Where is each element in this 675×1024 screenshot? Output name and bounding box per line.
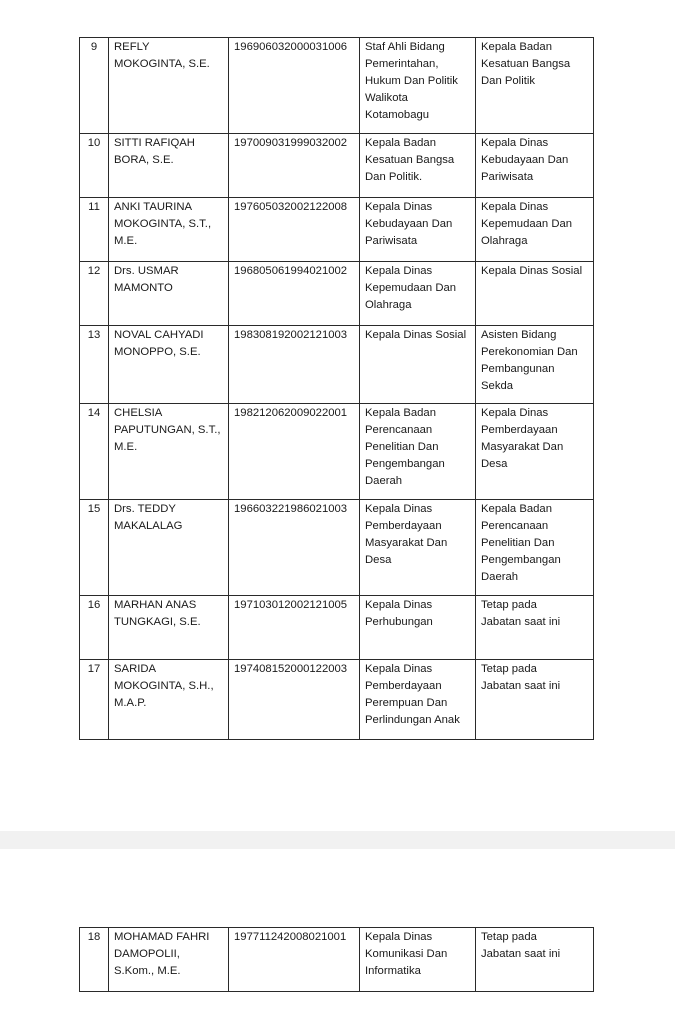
new-position: Tetap pada Jabatan saat ini xyxy=(476,596,594,660)
table-row xyxy=(80,928,594,992)
new-position: Kepala Dinas Pemberdayaan Masyarakat Dan Desa xyxy=(476,404,594,500)
employee-name: REFLY MOKOGINTA, S.E. xyxy=(109,38,229,134)
row-number: 9 xyxy=(80,38,109,134)
employee-name: MOHAMAD FAHRI DAMOPOLII, S.Kom., M.E. xyxy=(109,928,229,992)
new-position: Tetap pada Jabatan saat ini xyxy=(476,928,594,992)
previous-position: Kepala Dinas Pemberdayaan Perempuan Dan Perlindungan Anak xyxy=(360,660,476,740)
row-number: 10 xyxy=(80,134,109,198)
row-number: 11 xyxy=(80,198,109,262)
table-row xyxy=(80,198,594,262)
table-row xyxy=(80,326,594,404)
new-position: Kepala Badan Kesatuan Bangsa Dan Politik xyxy=(476,38,594,134)
employee-nip: 197103012002121005 xyxy=(229,596,360,660)
employee-nip: 197605032002122008 xyxy=(229,198,360,262)
employee-name: MARHAN ANAS TUNGKAGI, S.E. xyxy=(109,596,229,660)
table-row xyxy=(80,262,594,326)
previous-position: Kepala Dinas Kebudayaan Dan Pariwisata xyxy=(360,198,476,262)
previous-position: Staf Ahli Bidang Pemerintahan, Hukum Dan Politik Walikota Kotamobagu xyxy=(360,38,476,134)
new-position: Tetap pada Jabatan saat ini xyxy=(476,660,594,740)
new-position: Kepala Badan Perencanaan Penelitian Dan Pengembangan Daerah xyxy=(476,500,594,596)
row-number: 12 xyxy=(80,262,109,326)
row-number: 17 xyxy=(80,660,109,740)
table-row xyxy=(80,404,594,500)
employee-name: Drs. TEDDY MAKALALAG xyxy=(109,500,229,596)
employee-nip: 197009031999032002 xyxy=(229,134,360,198)
new-position: Kepala Dinas Kebudayaan Dan Pariwisata xyxy=(476,134,594,198)
employee-name: CHELSIA PAPUTUNGAN, S.T., M.E. xyxy=(109,404,229,500)
new-position: Asisten Bidang Perekonomian Dan Pembangunan Sekda xyxy=(476,326,594,404)
row-number: 14 xyxy=(80,404,109,500)
employee-nip: 198308192002121003 xyxy=(229,326,360,404)
employee-nip: 196603221986021003 xyxy=(229,500,360,596)
previous-position: Kepala Dinas Sosial xyxy=(360,326,476,404)
row-number: 16 xyxy=(80,596,109,660)
table-row xyxy=(80,660,594,740)
table-row xyxy=(80,500,594,596)
employee-name: NOVAL CAHYADI MONOPPO, S.E. xyxy=(109,326,229,404)
row-number: 15 xyxy=(80,500,109,596)
table-row xyxy=(80,596,594,660)
employee-name: SITTI RAFIQAH BORA, S.E. xyxy=(109,134,229,198)
new-position: Kepala Dinas Kepemudaan Dan Olahraga xyxy=(476,198,594,262)
employee-name: Drs. USMAR MAMONTO xyxy=(109,262,229,326)
employee-nip: 196906032000031006 xyxy=(229,38,360,134)
previous-position: Kepala Dinas Perhubungan xyxy=(360,596,476,660)
table-row xyxy=(80,38,594,134)
employee-nip: 197408152000122003 xyxy=(229,660,360,740)
row-number: 18 xyxy=(80,928,109,992)
officials-table-page-2 xyxy=(79,927,594,992)
employee-nip: 198212062009022001 xyxy=(229,404,360,500)
previous-position: Kepala Dinas Kepemudaan Dan Olahraga xyxy=(360,262,476,326)
previous-position: Kepala Dinas Komunikasi Dan Informatika xyxy=(360,928,476,992)
employee-name: ANKI TAURINA MOKOGINTA, S.T., M.E. xyxy=(109,198,229,262)
officials-table-page-1 xyxy=(79,37,594,740)
previous-position: Kepala Badan Perencanaan Penelitian Dan Pengembangan Daerah xyxy=(360,404,476,500)
table-row xyxy=(80,134,594,198)
employee-nip: 197711242008021001 xyxy=(229,928,360,992)
employee-name: SARIDA MOKOGINTA, S.H., M.A.P. xyxy=(109,660,229,740)
row-number: 13 xyxy=(80,326,109,404)
page-break xyxy=(0,831,675,849)
previous-position: Kepala Badan Kesatuan Bangsa Dan Politik. xyxy=(360,134,476,198)
new-position: Kepala Dinas Sosial xyxy=(476,262,594,326)
employee-nip: 196805061994021002 xyxy=(229,262,360,326)
previous-position: Kepala Dinas Pemberdayaan Masyarakat Dan Desa xyxy=(360,500,476,596)
